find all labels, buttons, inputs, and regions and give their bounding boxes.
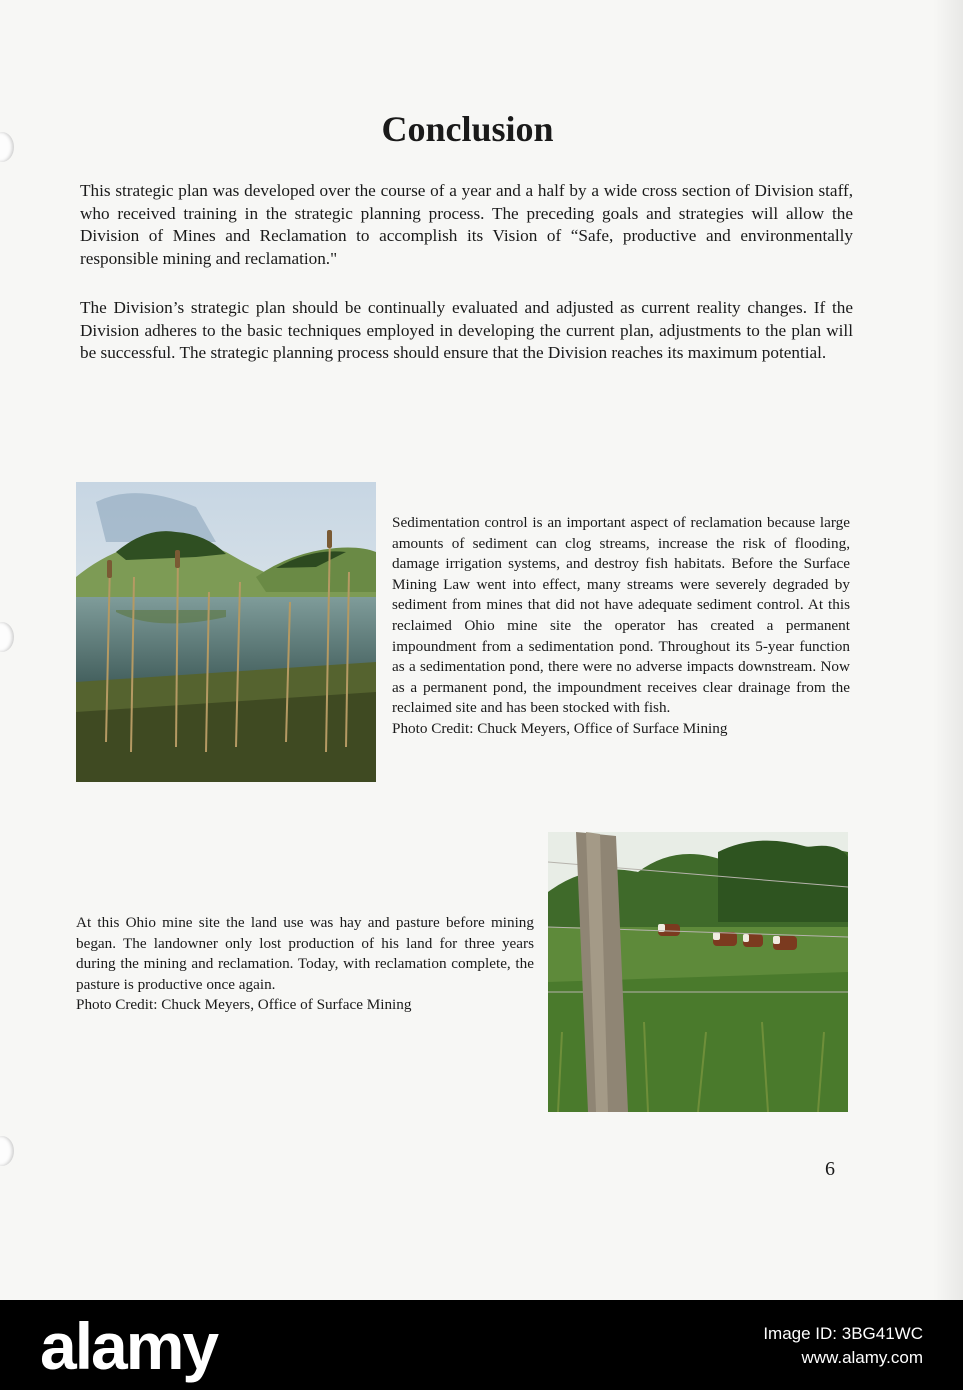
pasture-caption bbox=[76, 913, 534, 1016]
pasture-photo-credit: Photo Credit: Chuck Meyers, Office of Surface Mining bbox=[76, 996, 412, 1014]
pond-photo bbox=[76, 482, 376, 782]
pasture-caption-text: At this Ohio mine site the land use was hay and pasture before mining began. The landowner only lost production of his land for three years during the mining and reclamation. Today, with reclamation complete, the pasture is productive once again. bbox=[76, 914, 534, 993]
conclusion-paragraph-2: The Division’s strategic plan should be continually evaluated and adjusted as current reality changes. If the Division adheres to the basic techniques employed in developing the current plan, adjustments to the plan will be successful. The strategic planning process should ensure that the Division reaches its maximum potential. bbox=[80, 298, 853, 362]
pasture-photo bbox=[548, 832, 848, 1112]
binder-hole bbox=[0, 1136, 14, 1166]
conclusion-paragraph-1: This strategic plan was developed over the course of a year and a half by a wide cross section of Division staff, who received training in the strategic planning process. The preceding goals and strategies will allow the Division of Mines and Reclamation to accomplish its Vision of “Safe, productive and environmentally responsible mining and reclamation." bbox=[80, 181, 853, 268]
watermark-footer bbox=[0, 1300, 963, 1390]
footer-info bbox=[763, 1322, 923, 1370]
pond-caption-text: Sedimentation control is an important aspect of reclamation because large amounts of sediment can clog streams, increase the risk of flooding, damage irrigation systems, and destroy fish habitats. Before the Surface Mining Law went into effect, many streams were severely degraded by sediment from mines that did not have adequate sediment control. At this reclaimed Ohio mine site the operator has created a permanent impoundment from a sedimentation pond. Throughout its 5-year function as a sedimentation pond, there were no adverse impacts downstream. Now as a permanent pond, the impoundment receives clear drainage from the reclaimed site and has been stocked with fish. bbox=[392, 514, 850, 717]
image-id: Image ID: 3BG41WC bbox=[763, 1324, 923, 1343]
pond-caption bbox=[392, 513, 850, 740]
pond-photo-credit: Photo Credit: Chuck Meyers, Office of Surface Mining bbox=[392, 719, 728, 737]
site-url: www.alamy.com bbox=[801, 1348, 923, 1367]
page-number: 6 bbox=[825, 1158, 835, 1180]
alamy-logo: alamy bbox=[40, 1309, 218, 1383]
binder-hole bbox=[0, 622, 14, 652]
page-title: Conclusion bbox=[381, 109, 554, 149]
page-edge-shadow bbox=[933, 0, 963, 1300]
